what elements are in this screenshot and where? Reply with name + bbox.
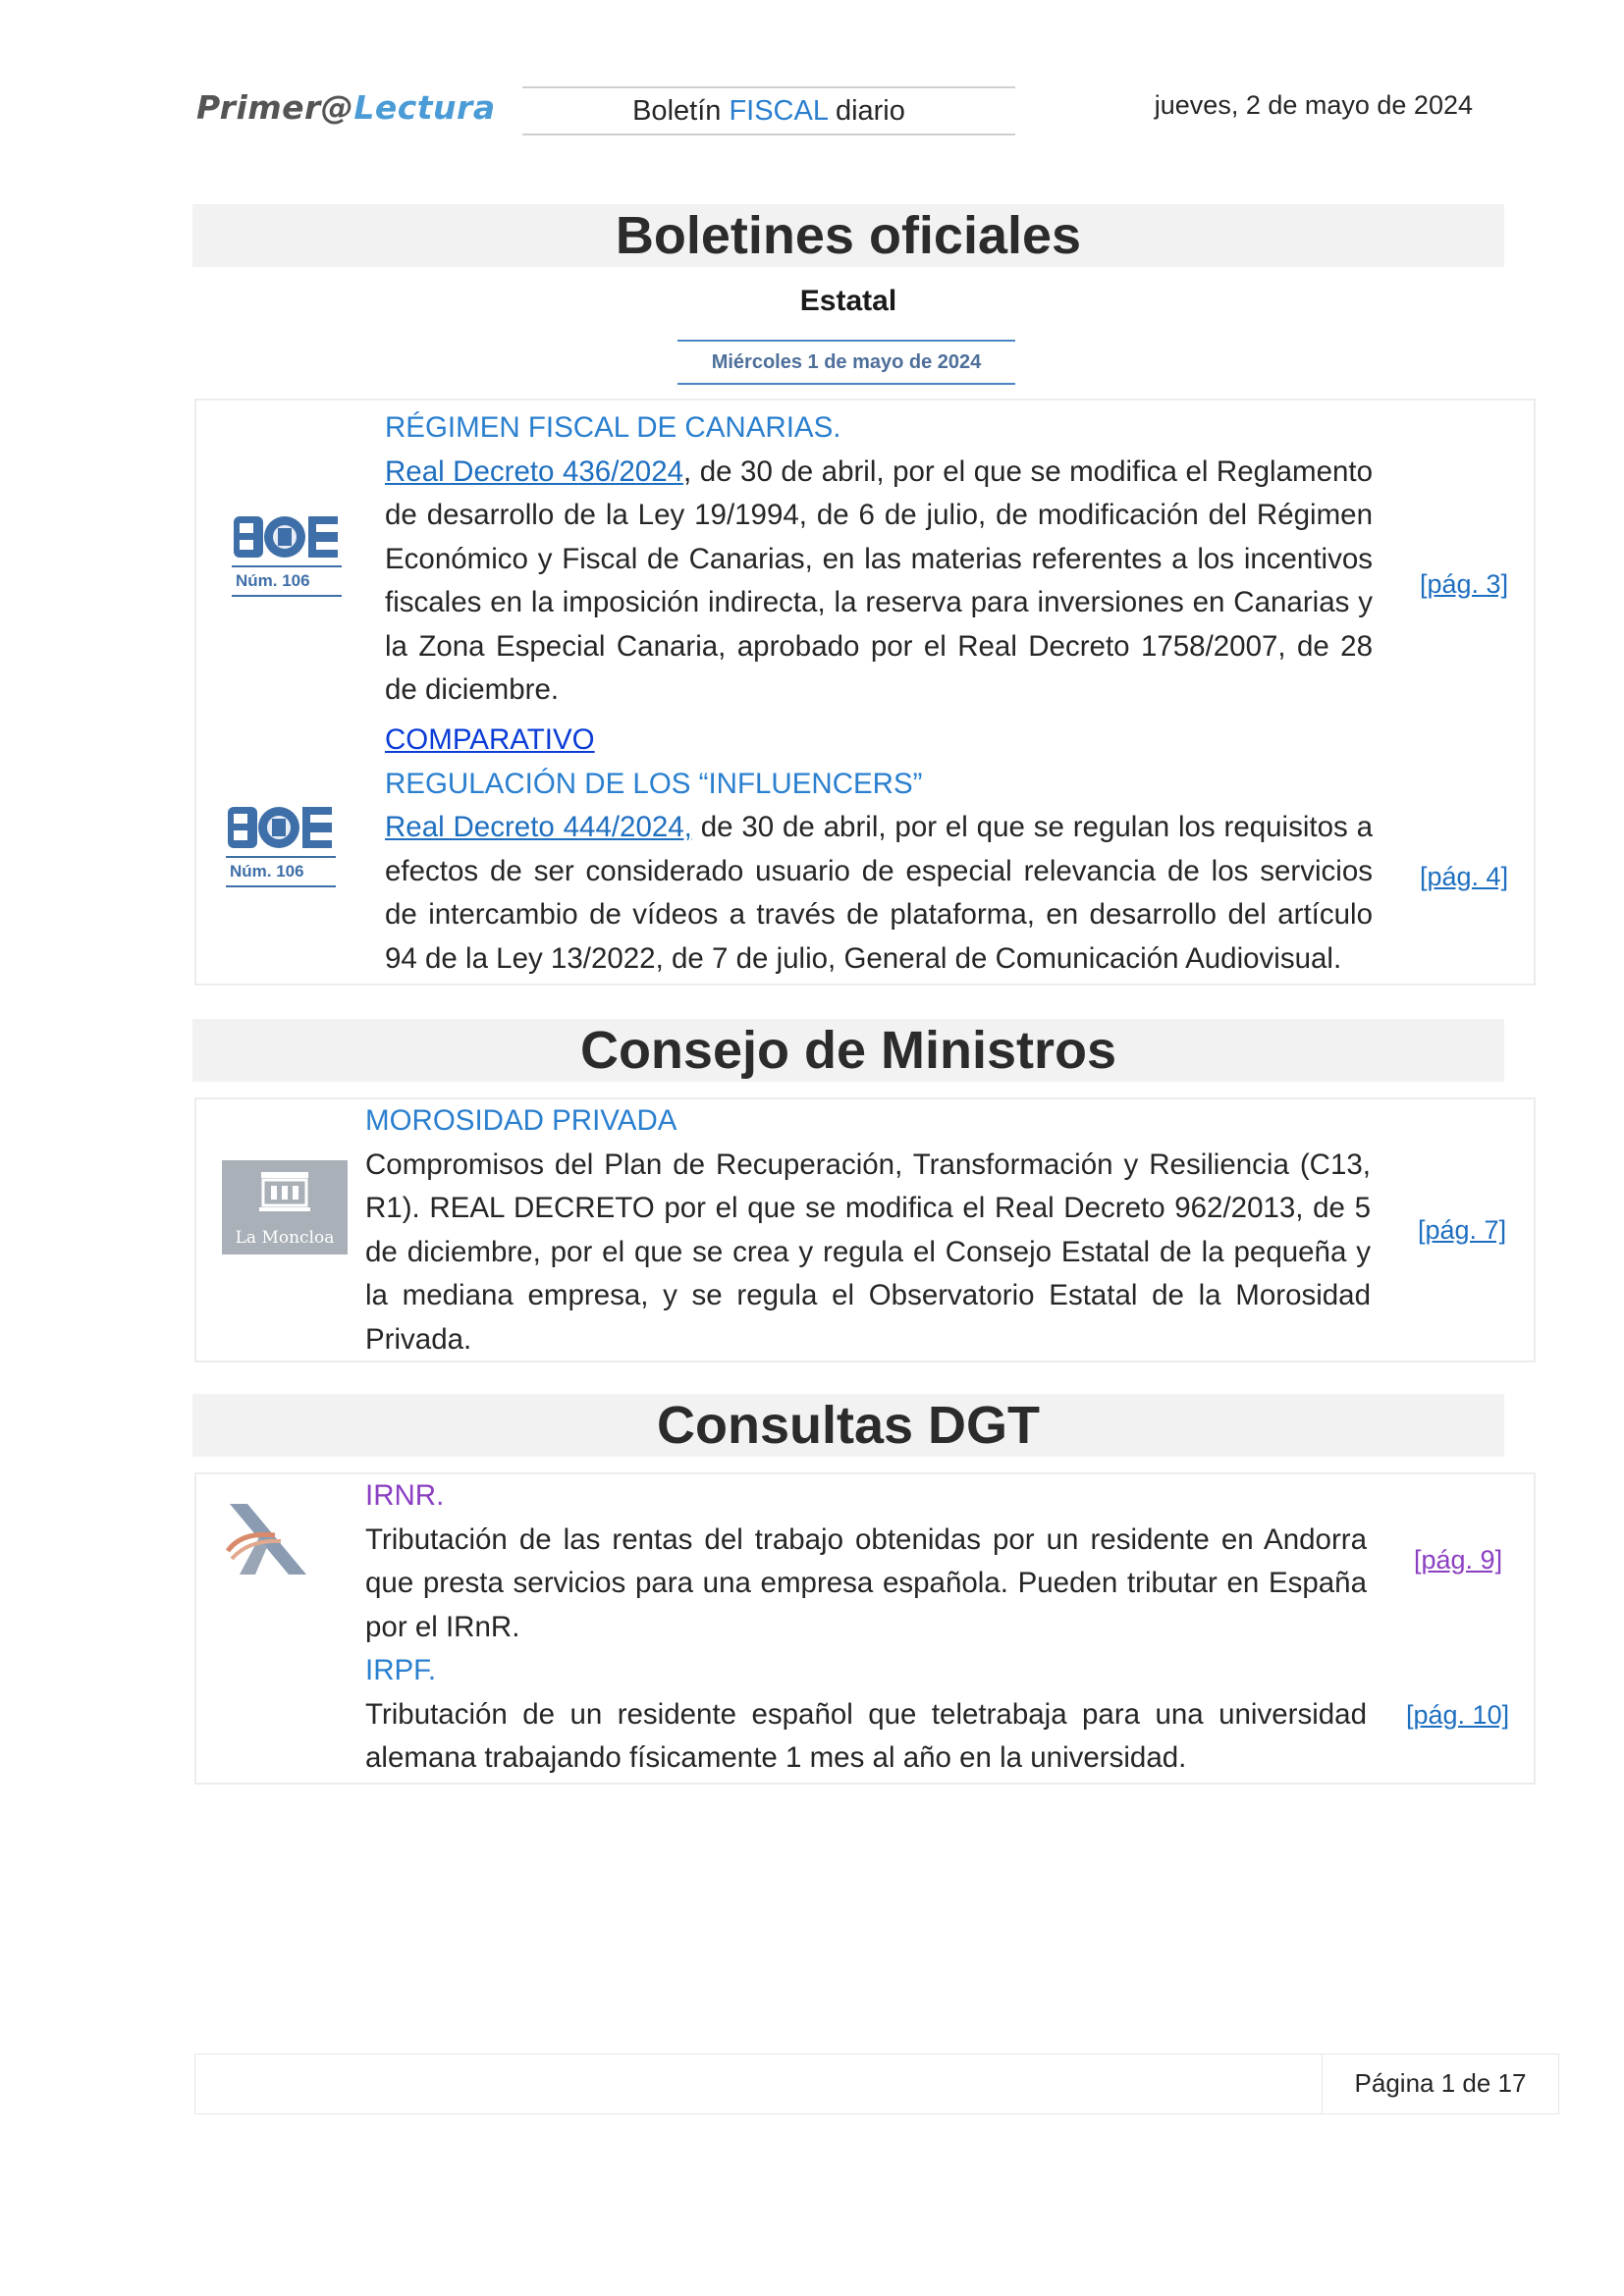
bulletin-fiscal: FISCAL	[729, 95, 828, 127]
entry-text: de 30 de abril, por el que se regulan los requisitos a efectos de ser considerado usuario de especial relevancia de los servicios de intercambio de vídeos a través de plataforma, en desarrollo del artículo 94 de la Ley 13/2022, de 7 de julio, General de Comunicación Audiovisual.	[385, 811, 1373, 975]
entry-irnr	[365, 1474, 1367, 1649]
entry-text: , de 30 de abril, por el que se modifica el Reglamento de desarrollo de la Ley 19/1994, de 6 de julio, de modificación del Régimen Económico y Fiscal de Canarias, en las materias referentes a los incentivos fiscales en la imposición indirecta, la reserva para inversiones en Canarias y la Zona Especial Canaria, aprobado por el Real Decreto 1758/2007, de 28 de diciembre.	[385, 454, 1373, 706]
boe-number: Núm. 106	[232, 571, 342, 597]
entry-regimen-fiscal-canarias	[385, 406, 1373, 713]
page-link-10[interactable]: [pág. 10]	[1406, 1700, 1510, 1730]
section-title-consultas: Consultas DGT	[192, 1394, 1504, 1457]
entry-text: Tributación de las rentas del trabajo obtenidas por un residente en Andorra que presta servicios para una empresa española. Pueden tributar en España por el IRnR.	[365, 1522, 1367, 1643]
entry-morosidad-privada	[365, 1099, 1371, 1362]
moncloa-logo	[222, 1160, 348, 1255]
section-subtitle-estatal: Estatal	[799, 285, 897, 317]
boe-logo	[226, 805, 336, 887]
boe-number: Núm. 106	[226, 862, 336, 887]
bulletin-post: diario	[827, 95, 905, 127]
boe-emblem-icon	[232, 514, 342, 560]
section-title-consejo: Consejo de Ministros	[192, 1019, 1504, 1082]
comparativo-link[interactable]: COMPARATIVO	[385, 723, 595, 756]
agencia-tributaria-logo	[220, 1498, 310, 1580]
agencia-tributaria-icon	[220, 1498, 310, 1580]
primera-lectura-logo	[196, 88, 496, 127]
moncloa-building-icon	[222, 1160, 348, 1219]
entry-category: IRNR.	[365, 1479, 445, 1512]
bulletin-date: Miércoles 1 de mayo de 2024	[677, 340, 1015, 385]
bulletin-title	[522, 86, 1015, 135]
page-link-3[interactable]: [pág. 3]	[1420, 569, 1509, 599]
real-decreto-444-link[interactable]: Real Decreto 444/2024,	[385, 811, 692, 843]
entry-category: REGULACIÓN DE LOS “INFLUENCERS”	[385, 767, 923, 800]
entry-influencers	[385, 719, 1373, 981]
page-link-4[interactable]: [pág. 4]	[1420, 862, 1509, 891]
section-title-boletines: Boletines oficiales	[192, 204, 1504, 267]
logo-part1: Primer@	[196, 88, 354, 127]
entry-irpf	[365, 1649, 1367, 1781]
entry-category: MOROSIDAD PRIVADA	[365, 1104, 677, 1137]
entry-text: Compromisos del Plan de Recuperación, Transformación y Resiliencia (C13, R1). REAL DECRETO por el que se modifica el Real Decreto 962/2013, de 5 de diciembre, por el que se crea y regula el Consejo Estatal de la pequeña y la mediana empresa, y se regula el Observatorio Estatal de la Morosidad Privada.	[365, 1148, 1371, 1356]
header-date: jueves, 2 de mayo de 2024	[1154, 90, 1473, 120]
boe-emblem-icon	[226, 805, 336, 850]
boe-logo	[232, 514, 342, 597]
moncloa-label: La Moncloa	[235, 1228, 335, 1248]
page-link-7[interactable]: [pág. 7]	[1418, 1215, 1507, 1245]
page-footer	[194, 2054, 1559, 2114]
real-decreto-436-link[interactable]: Real Decreto 436/2024	[385, 454, 684, 488]
entry-category: IRPF.	[365, 1654, 437, 1686]
page-number: Página 1 de 17	[1354, 2068, 1527, 2098]
page-link-9[interactable]: [pág. 9]	[1414, 1545, 1503, 1575]
logo-part2: Lectura	[353, 88, 496, 127]
bulletin-pre: Boletín	[632, 95, 730, 127]
entry-text: Tributación de un residente español que teletrabaja para una universidad alemana trabajando físicamente 1 mes al año en la universidad.	[365, 1697, 1367, 1774]
entry-category: RÉGIMEN FISCAL DE CANARIAS.	[385, 411, 841, 444]
